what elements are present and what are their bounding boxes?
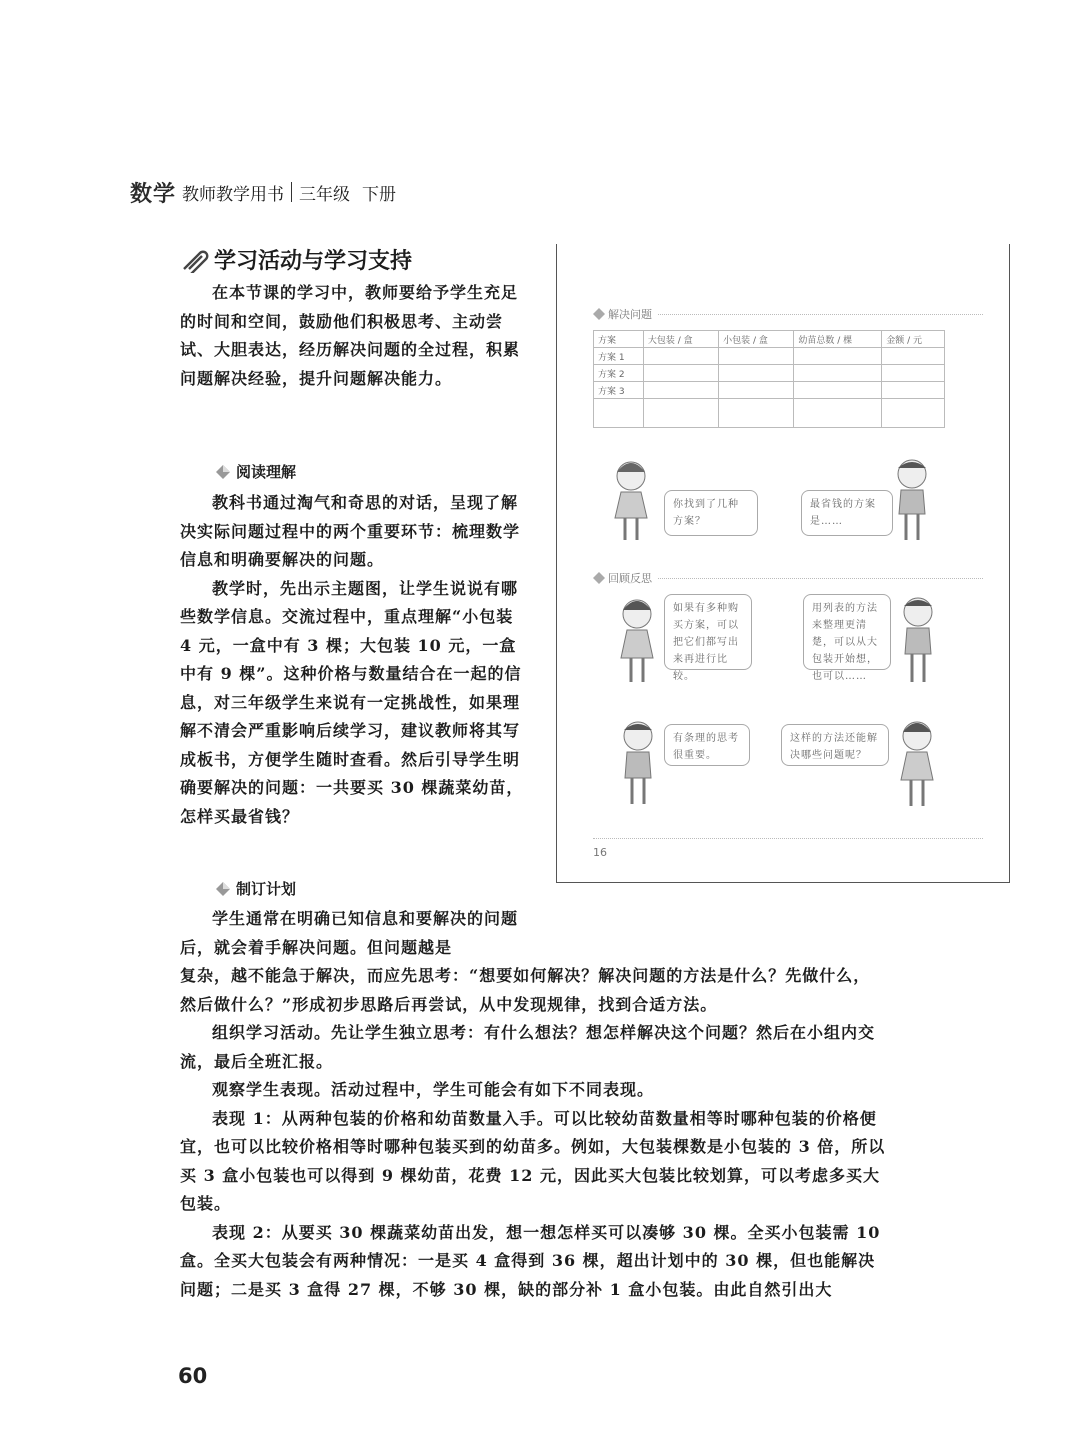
table-row [594, 382, 945, 399]
plan-paragraph-1-start: 学生通常在明确已知信息和要解决的问题后，就会着手解决问题。但问题越是 [180, 909, 519, 957]
plan-p3-text: 活动过程中，学生可能会有如下不同表现。 [331, 1080, 655, 1099]
boy-illustration [613, 718, 663, 808]
table-row [594, 348, 945, 365]
diamond-icon [593, 308, 605, 320]
table-cell: 方案 3 [594, 382, 644, 399]
speech-bubble: 你找到了几种方案？ [664, 490, 758, 536]
table-header: 大包装 / 盒 [643, 331, 718, 348]
plan-paragraph-4: 表现 1：从两种包装的价格和幼苗数量入手。可以比较幼苗数量相等时哪种包装的价格便宜，也可以比较价格相等时哪种包装买到的幼苗多。例如，大包装棵数是小包装的 3 倍，所以买 3 盒小包装也可以得到 9 棵幼苗，花费 12 元，因此买大包装比较划算，可以考虑多买大包装。 [180, 1108, 886, 1213]
plan-paragraph-3 [180, 1076, 886, 1105]
table-cell: 方案 2 [594, 365, 644, 382]
plan-body [180, 962, 886, 1304]
plan-p2-text: 先让学生独立思考：有什么想法？想怎样解决这个问题？然后在小组内交流，最后全班汇报。 [180, 1023, 876, 1071]
speech-bubble: 用列表的方法来整理更清楚，可以从大包装开始想，也可以…… [803, 594, 891, 670]
girl-illustration [607, 458, 655, 544]
speech-bubble: 有条理的思考很重要。 [664, 724, 750, 766]
reading-heading [216, 461, 296, 482]
textbook-page-figure [556, 244, 1010, 883]
table-row [594, 399, 945, 428]
plan-paragraph-1-rest: 复杂，越不能急于解决，而应先思考：“想要如何解决？解决问题的方法是什么？先做什么，然后做什么？”形成初步思路后再尝试，从中发现规律，找到合适方法。 [180, 966, 871, 1014]
section-title [180, 244, 412, 275]
intro-paragraph [180, 279, 525, 393]
section-title-text: 学习活动与学习支持 [214, 249, 413, 274]
review-label-text: 回顾反思 [608, 572, 652, 585]
volume-label: 下册 [362, 184, 397, 205]
diamond-icon [216, 882, 230, 896]
diamond-icon [593, 572, 605, 584]
plan-heading [216, 878, 296, 899]
reading-heading-text: 阅读理解 [236, 463, 297, 481]
diamond-icon [216, 465, 230, 479]
table-header-row [594, 331, 945, 348]
reading-paragraph-1: 教科书通过淘气和奇思的对话，呈现了解决实际问题过程中的两个重要环节：梳理数学信息和明确要解决的问题。 [180, 493, 521, 569]
table-cell: 方案 1 [594, 348, 644, 365]
table-header: 方案 [594, 331, 644, 348]
dotted-rule [593, 838, 983, 839]
textbook-page-number: 16 [593, 846, 607, 859]
boy-illustration [887, 456, 937, 544]
speech-bubble: 这样的方法还能解决哪些问题呢？ [781, 724, 889, 766]
boy-illustration [893, 594, 943, 686]
page-header [130, 176, 396, 208]
table-header: 幼苗总数 / 棵 [794, 331, 882, 348]
girl-illustration [893, 718, 941, 810]
speech-bubble: 如果有多种购买方案，可以把它们都写出来再进行比较。 [664, 594, 752, 670]
plan-paragraph-start [180, 905, 525, 962]
speech-bubble: 最省钱的方案是…… [801, 490, 893, 536]
dotted-rule [658, 314, 983, 315]
page-number: 60 [178, 1364, 208, 1388]
header-divider [291, 182, 292, 202]
plan-p2-lead: 组织学习活动。 [212, 1023, 332, 1042]
book-name: 教师教学用书 [182, 184, 285, 205]
table-row [594, 365, 945, 382]
review-label [593, 570, 983, 586]
plan-paragraph-5: 表现 2：从要买 30 棵蔬菜幼苗出发，想一想怎样买可以凑够 30 棵。全买小包装需 10 盒。全买大包装会有两种情况：一是买 4 盒得到 36 棵，超出计划中的 30 棵，但也能解决问题；二是买 3 盒得 27 棵，不够 30 棵，缺的部分补 1 盒小包装。由此自然引出大 [180, 1222, 881, 1299]
solve-label [593, 306, 983, 322]
dotted-rule [658, 578, 983, 579]
plan-table [593, 330, 945, 428]
solve-label-text: 解决问题 [608, 308, 652, 321]
intro-text: 在本节课的学习中，教师要给予学生充足的时间和空间，鼓励他们积极思考、主动尝试、大胆表达，经历解决问题的全过程，积累问题解决经验，提升问题解决能力。 [180, 283, 521, 388]
reading-paragraph-2: 教学时，先出示主题图，让学生说说有哪些数学信息。交流过程中，重点理解“小包装 4 元，一盒中有 3 棵；大包装 10 元，一盒中有 9 棵”。这种价格与数量结合在一起的信息，对三年级学生来说有一定挑战性，如果理解不清会严重影响后续学习，建议教师将其写成板书，方便学生随时查看。然后引导学生明确要解决的问题：一共要买 30 棵蔬菜幼苗，怎样买最省钱？ [180, 578, 524, 826]
reading-body [180, 489, 525, 831]
table-header: 小包装 / 盒 [719, 331, 794, 348]
grade-label: 三年级 [299, 184, 351, 205]
plan-paragraph-2 [180, 1019, 886, 1076]
plan-heading-text: 制订计划 [236, 880, 297, 898]
subject-logo: 数学 [130, 181, 177, 207]
plan-p3-lead: 观察学生表现。 [212, 1080, 332, 1099]
paperclip-icon [180, 247, 210, 273]
girl-illustration [613, 596, 661, 686]
table-header: 金额 / 元 [882, 331, 945, 348]
